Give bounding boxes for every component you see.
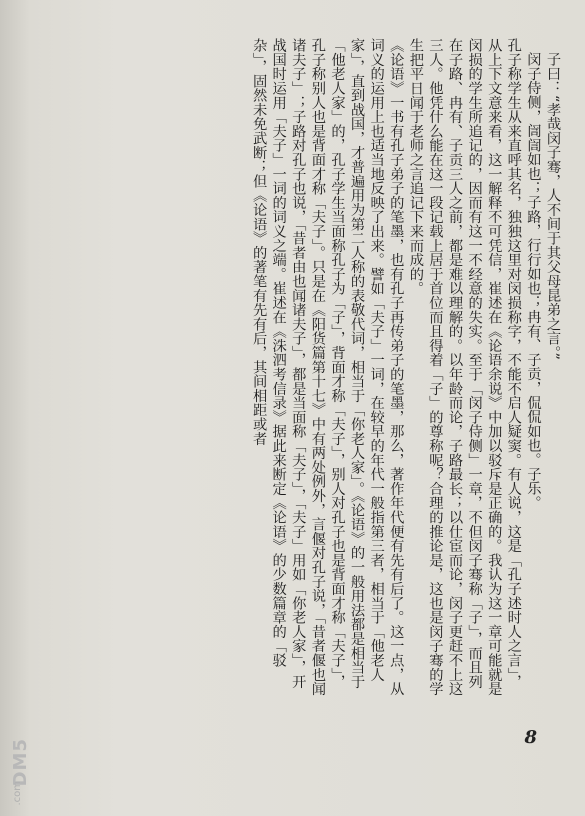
vertical-text-body (34, 38, 562, 698)
watermark-logo: DM5 (10, 737, 31, 786)
quote-paragraph-1: 子曰：“孝哉闵子骞，人不间于其父母昆弟之言。” (545, 52, 561, 361)
page-number: 8 (524, 727, 537, 748)
commentary-paragraph-2: 《论语》一书有孔子弟子的笔墨，也有孔子再传弟子的笔墨，那么，著作年代便有先有后了。这一点，从词义的运用上也适当地反映了出来。譬如「夫子」一词，在较早的年代一般指第三者，相当于「他老人家」，直到战国，才普遍用为第二人称的表敬代词，相当于「你老人家」。《论语》的一般用法都是相当于「他老人家」的，孔子学生当面称孔子为「子」，背面才称「夫子」，别人对孔子也是背面才称「夫子」，孔子称别人也是背面才称「夫子」。只是在《阳货篇第十七》中有两处例外，言偃对孔子说，「昔者偃也闻诸夫子」；子路对孔子也说，「昔者由也闻诸夫子」，都是当面称「夫子」，「夫子」用如「你老人家」，开战国时运用「夫子」一词的词义之端。崔述在《洙泗考信录》据此来断定《论语》的少数篇章的「驳杂」，固然未免武断；但《论语》的著笔有先有后，其间相距或者 (251, 38, 405, 696)
watermark (10, 716, 32, 806)
commentary-paragraph-1: 孔子称学生从来直呼其名，独独这里对闵损称字，不能不启人疑窦。有人说，这是「孔子述时人之言」，从上下文意来看，这一解释不可凭信，崔述在《论语余说》中加以驳斥是正确的。我认为这一章可能就是闵损的学生所追记的，因而有这一不经意的失实。至于「闵子侍侧」一章，不但闵子骞称「子」，而且列在子路、冉有、子贡三人之前，都是难以理解的。以年龄而论，子路最长；以仕宦而论，闵子更赶不上这三人。他凭什么能在这一段记载上居于首位而且得着「子」的尊称呢？合理的推论是，这也是闵子骞的学生把平日闻于老师之言追记下来而成的。 (407, 38, 522, 696)
watermark-domain: .com (12, 781, 23, 806)
quote-paragraph-2: 闵子侍侧，訚訚如也；子路，行行如也；冉有、子贡，侃侃如也。子乐。 (525, 52, 542, 510)
